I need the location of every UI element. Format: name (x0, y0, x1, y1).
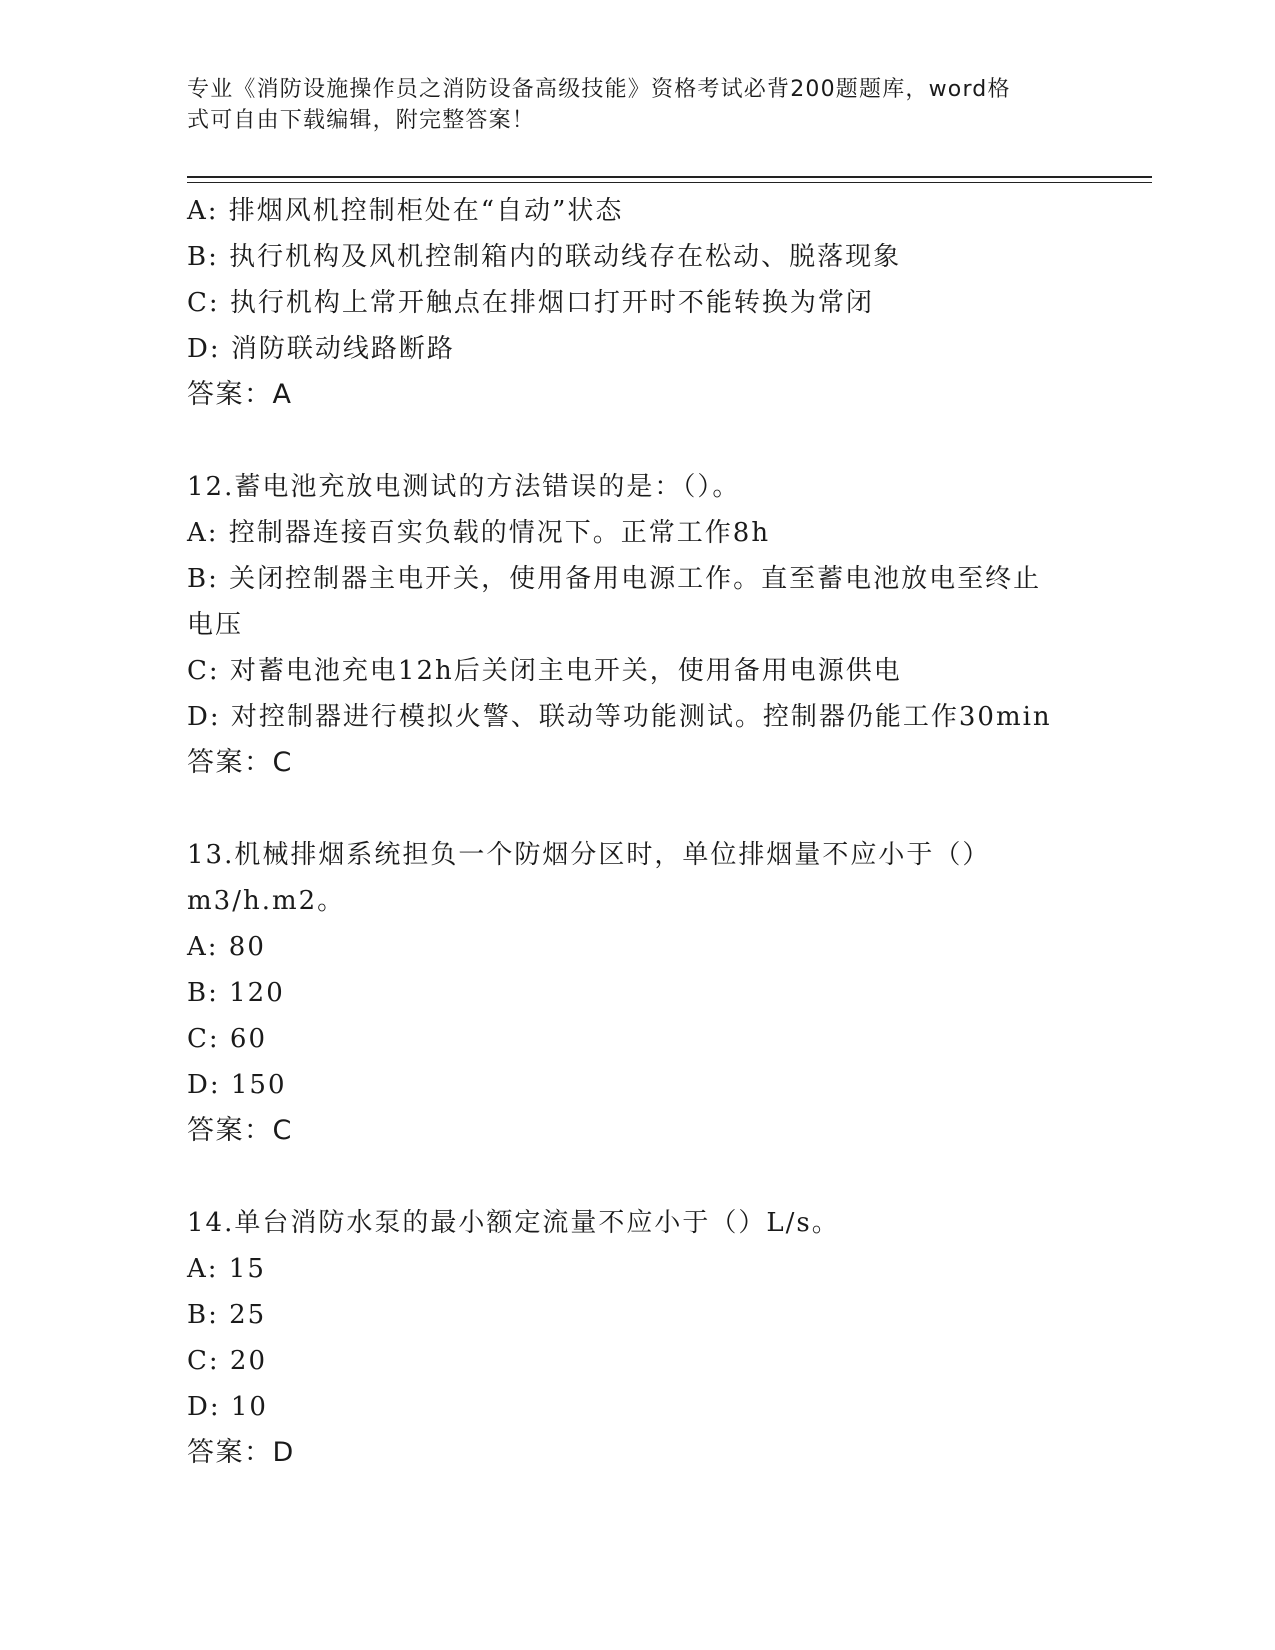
header-line-2: 式可自由下载编辑，附完整答案！ (187, 108, 536, 133)
q13-stem-line1: 13.机械排烟系统担负一个防烟分区时，单位排烟量不应小于（） (187, 840, 991, 870)
q13-option-b: B: 120 (187, 978, 285, 1008)
q14-option-d: D: 10 (187, 1392, 268, 1422)
q12-answer: 答案：C (187, 747, 293, 778)
q12-stem: 12.蓄电池充放电测试的方法错误的是：（）。 (187, 472, 741, 502)
q14-answer: 答案：D (187, 1437, 295, 1468)
question-11-block (187, 188, 1087, 418)
header-divider-thick (187, 176, 1152, 178)
q11-option-b: B: 执行机构及风机控制箱内的联动线存在松动、脱落现象 (187, 242, 902, 272)
header-divider-thin (187, 182, 1152, 183)
q12-option-d: D: 对控制器进行模拟火警、联动等功能测试。控制器仍能工作30min (187, 702, 1052, 732)
q13-option-c: C: 60 (187, 1024, 268, 1054)
q13-answer: 答案：C (187, 1115, 293, 1146)
question-12-block (187, 464, 1087, 786)
q14-option-c: C: 20 (187, 1346, 268, 1376)
q12-option-a: A: 控制器连接百实负载的情况下。正常工作8h (187, 518, 771, 548)
spacer (187, 418, 1087, 464)
question-list (187, 188, 1087, 1476)
q13-option-d: D: 150 (187, 1070, 287, 1100)
q14-option-a: A: 15 (187, 1254, 266, 1284)
question-13-block (187, 832, 1087, 1154)
q14-option-b: B: 25 (187, 1300, 267, 1330)
q14-stem: 14.单台消防水泵的最小额定流量不应小于（）L/s。 (187, 1208, 840, 1238)
q12-option-c: C: 对蓄电池充电12h后关闭主电开关，使用备用电源供电 (187, 656, 902, 686)
document-header (187, 74, 1067, 136)
q11-option-d: D: 消防联动线路断路 (187, 334, 455, 364)
spacer (187, 786, 1087, 832)
spacer (187, 1154, 1087, 1200)
q13-option-a: A: 80 (187, 932, 266, 962)
header-line-1: 专业《消防设施操作员之消防设备高级技能》资格考试必背200题题库，word格 (187, 77, 1011, 102)
q12-option-b-line1: B: 关闭控制器主电开关，使用备用电源工作。直至蓄电池放电至终止 (187, 564, 1042, 594)
q12-option-b-line2: 电压 (187, 610, 244, 640)
q13-stem-line2: m3/h.m2。 (187, 886, 346, 916)
q11-option-a: A: 排烟风机控制柜处在“自动”状态 (187, 196, 624, 226)
question-14-block (187, 1200, 1087, 1476)
q11-option-c: C: 执行机构上常开触点在排烟口打开时不能转换为常闭 (187, 288, 874, 318)
q11-answer: 答案：A (187, 379, 293, 410)
